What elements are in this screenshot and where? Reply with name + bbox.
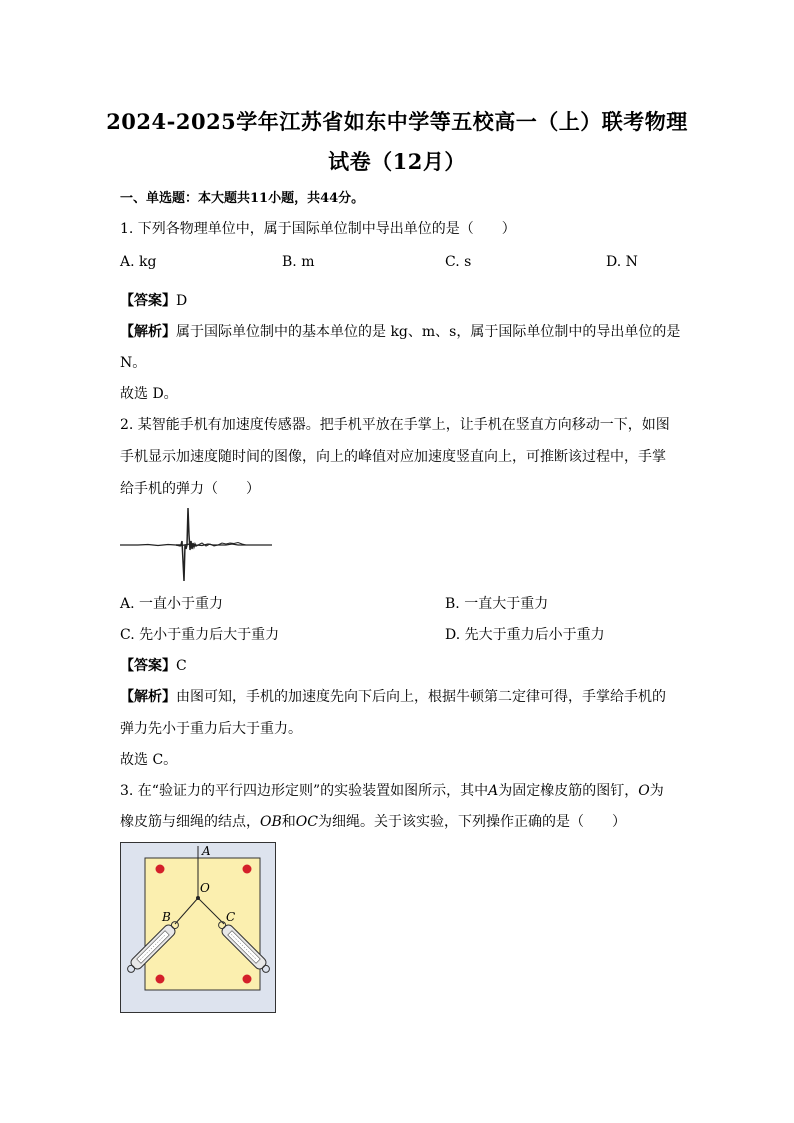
q1-analysis-line2: N。 <box>120 355 147 371</box>
q1-option-b: B. m <box>282 254 315 270</box>
q3-stem2-text2: 和 <box>281 814 296 830</box>
q2-option-a: A. 一直小于重力 <box>120 596 224 612</box>
label-c: C <box>226 910 236 924</box>
q2-answer-tag: 【答案】 <box>120 658 176 674</box>
force-table-figure <box>120 842 278 1014</box>
pin-bottom-right <box>243 975 252 984</box>
q3-stem-a: A <box>488 783 499 799</box>
q2-option-d: D. 先大于重力后小于重力 <box>445 627 605 643</box>
q2-analysis-line2: 弹力先小于重力后大于重力。 <box>120 721 302 737</box>
q3-stem2-text1: 橡皮筋与细绳的结点， <box>120 814 260 830</box>
q1-analysis-text1: 属于国际单位制中的基本单位的是 kg、m、s，属于国际单位制中的导出单位的是 <box>176 324 681 340</box>
q3-stem2-oc: OC <box>295 814 318 830</box>
q1-option-c: C. s <box>445 254 472 270</box>
label-a: A <box>202 844 211 858</box>
q3-stem-text2: 为固定橡皮筋的图钉， <box>498 783 639 799</box>
q1-answer <box>120 290 187 310</box>
q1-option-a: A. kg <box>120 254 157 270</box>
q2-analysis-text1: 由图可知，手机的加速度先向下后向上，根据牛顿第二定律可得，手掌给手机的 <box>176 689 666 705</box>
q1-stem: 1. 下列各物理单位中，属于国际单位制中导出单位的是（ ） <box>120 221 516 237</box>
paper-sheet <box>145 858 260 990</box>
q2-option-c: C. 先小于重力后大于重力 <box>120 627 280 643</box>
pin-top-right <box>243 865 252 874</box>
q3-stem2-ob: OB <box>260 814 282 830</box>
q1-conclusion: 故选 D。 <box>120 386 178 402</box>
pin-bottom-left <box>156 975 165 984</box>
q3-stem2-text3: 为细绳。关于该实验，下列操作正确的是（ ） <box>317 814 626 830</box>
q1-option-d: D. N <box>606 254 638 270</box>
q1-answer-value: D <box>176 293 188 309</box>
acceleration-spike <box>176 508 198 581</box>
q2-answer-value: C <box>176 658 187 674</box>
q3-stem-line1 <box>120 780 664 800</box>
q2-conclusion: 故选 C。 <box>120 752 178 768</box>
q2-stem-line1: 2. 某智能手机有加速度传感器。把手机平放在手掌上，让手机在竖直方向移动一下，如图 <box>120 417 670 433</box>
label-o: O <box>200 881 210 895</box>
q1-analysis-tag: 【解析】 <box>120 324 176 340</box>
q3-stem-line2 <box>120 811 626 831</box>
q2-option-b: B. 一直大于重力 <box>445 596 549 612</box>
label-b: B <box>162 910 171 924</box>
doc-title-line2: 试卷（12月） <box>328 149 466 174</box>
q2-analysis-line1 <box>120 686 666 706</box>
q1-analysis-line1 <box>120 321 680 341</box>
q3-stem-text3: 为 <box>649 783 664 799</box>
q2-stem-line3: 给手机的弹力（ ） <box>120 481 260 497</box>
q3-stem-o: O <box>638 783 650 799</box>
doc-title-line1: 2024-2025学年江苏省如东中学等五校高一（上）联考物理 <box>106 109 688 134</box>
section-heading: 一、单选题：本大题共11小题，共44分。 <box>120 191 365 206</box>
q1-answer-tag: 【答案】 <box>120 293 176 309</box>
knot-o <box>196 896 200 900</box>
q2-answer <box>120 655 187 675</box>
q2-analysis-tag: 【解析】 <box>120 689 176 705</box>
q2-stem-line2: 手机显示加速度随时间的图像，向上的峰值对应加速度竖直向上，可推断该过程中，手掌 <box>120 449 666 465</box>
pin-top-left <box>156 865 165 874</box>
q3-stem-text1: 3. 在“验证力的平行四边形定则”的实验装置如图所示，其中 <box>120 783 489 799</box>
acceleration-graph <box>118 505 274 585</box>
